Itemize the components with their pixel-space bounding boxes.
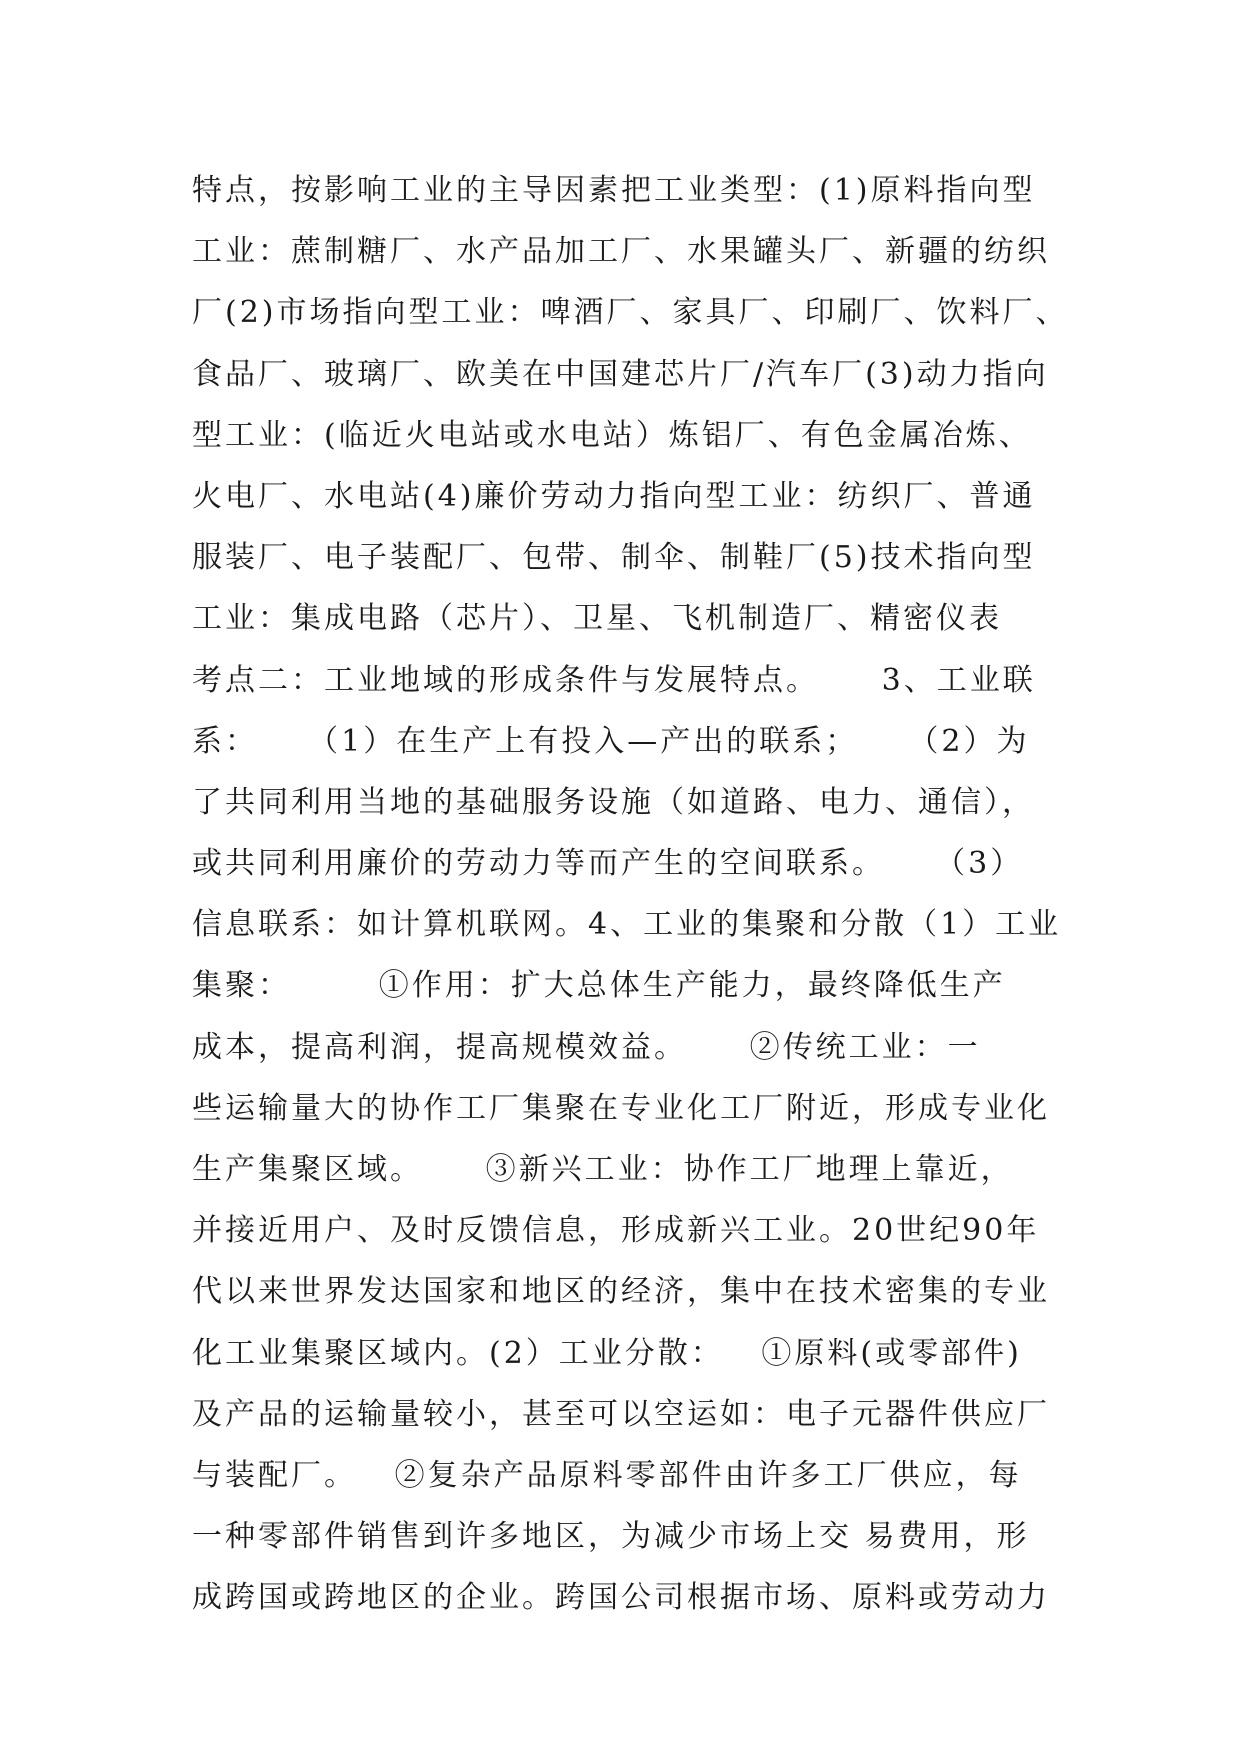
text-line: 与装配厂。 ②复杂产品原料零部件由许多工厂供应，每 bbox=[192, 1457, 1022, 1493]
text-line: 厂(2)市场指向型工业：啤酒厂、家具厂、印刷厂、饮料厂、 bbox=[192, 295, 1069, 331]
text-line: 系： （1）在生产上有投入—产出的联系； （2）为 bbox=[192, 723, 1030, 759]
text-line: 并接近用户、及时反馈信息，形成新兴工业。20世纪90年 bbox=[192, 1213, 1040, 1249]
text-line: 集聚： ①作用：扩大总体生产能力，最终降低生产 bbox=[192, 968, 1006, 1004]
text-line: 或共同利用廉价的劳动力等而产生的空间联系。 （3） bbox=[192, 846, 1024, 882]
text-line: 些运输量大的协作工厂集聚在专业化工厂附近，形成专业化 bbox=[192, 1090, 1050, 1126]
text-line: 信息联系：如计算机联网。4、工业的集聚和分散（1）工业 bbox=[192, 907, 1062, 943]
text-line: 成本，提高利润，提高规模效益。 ②传统工业：一 bbox=[192, 1029, 981, 1065]
text-line: 工业：集成电路（芯片）、卫星、飞机制造厂、精密仪表 bbox=[192, 601, 1002, 637]
text-line: 了共同利用当地的基础服务设施（如道路、电力、通信）， bbox=[192, 784, 1035, 820]
text-line: 服装厂、电子装配厂、包带、制伞、制鞋厂(5)技术指向型 bbox=[192, 540, 1036, 576]
text-line: 成跨国或跨地区的企业。跨国公司根据市场、原料或劳动力 bbox=[192, 1580, 1050, 1616]
text-line: 生产集聚区域。 ③新兴工业：协作工厂地理上靠近， bbox=[192, 1152, 1014, 1187]
body-text bbox=[192, 160, 1072, 1629]
text-line: 一种零部件销售到许多地区，为减少市场上交 易费用，形 bbox=[192, 1519, 1030, 1555]
text-line: 及产品的运输量较小，甚至可以空运如：电子元器件供应厂 bbox=[192, 1396, 1050, 1432]
text-line: 工业：蔗制糖厂、水产品加工厂、水果罐头厂、新疆的纺织 bbox=[192, 234, 1050, 270]
text-line: 代以来世界发达国家和地区的经济，集中在技术密集的专业 bbox=[192, 1274, 1050, 1310]
text-line: 火电厂、水电站(4)廉价劳动力指向型工业：纺织厂、普通 bbox=[192, 478, 1036, 514]
text-line: 考点二：工业地域的形成条件与发展特点。 3、工业联 bbox=[192, 662, 1036, 698]
text-line: 食品厂、玻璃厂、欧美在中国建芯片厂/汽车厂(3)动力指向 bbox=[192, 356, 1049, 392]
text-line: 特点，按影响工业的主导因素把工业类型：(1)原料指向型 bbox=[192, 173, 1036, 208]
text-line: 型工业：(临近火电站或水电站）炼铝厂、有色金属冶炼、 bbox=[192, 417, 1032, 453]
text-line: 化工业集聚区域内。(2）工业分散： ①原料(或零部件) bbox=[192, 1335, 1022, 1371]
